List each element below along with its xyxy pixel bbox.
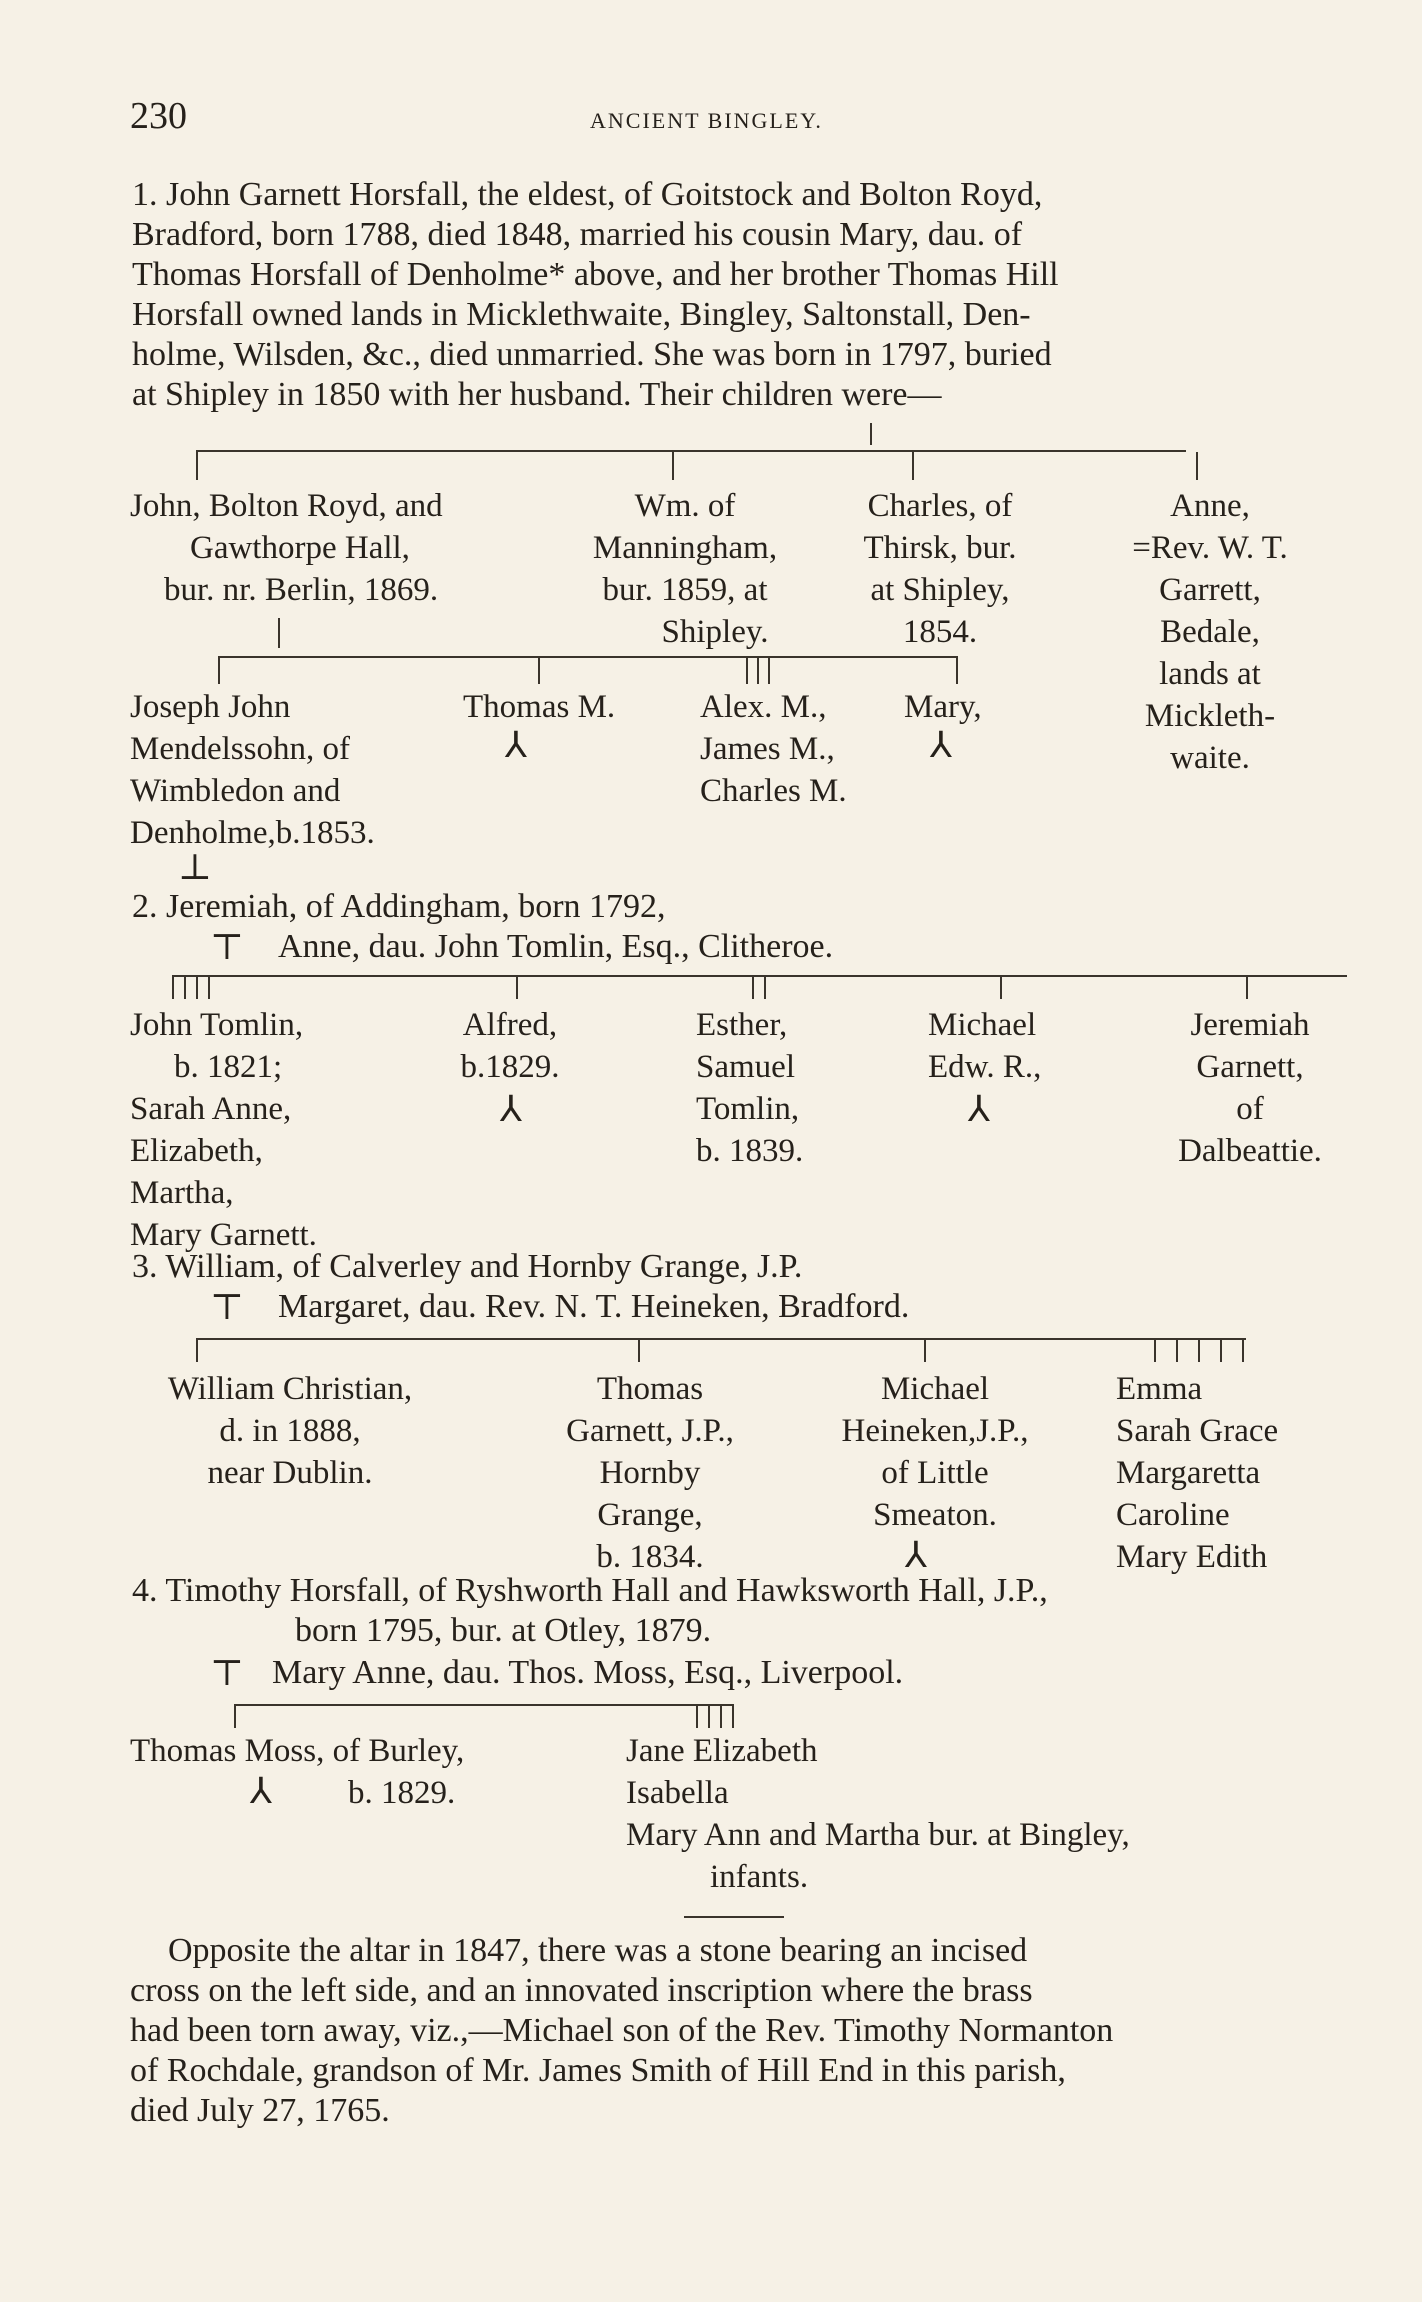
grandchild-mary: Mary, [904,689,982,725]
text-line: 1854. [902,614,978,650]
text-line: Manningham, [592,530,778,566]
dsp-symbol: ⅄ [250,1771,272,1811]
text-line: Alex. M., [700,689,827,725]
text-line: Emma [1116,1371,1203,1407]
child-wm [555,485,815,653]
text-line: Garnett, J.P., [566,1413,734,1449]
tree-line [218,656,958,658]
text-line: 3. William, of Calverley and Hornby Grange, J.P. [132,1248,803,1285]
text-line: cross on the left side, and an innovated inscription where the brass [130,1972,1033,2009]
dsp-symbol: ⅄ [968,1089,990,1129]
tree-line [752,977,754,999]
tree-line [732,1706,734,1728]
tree-line [196,1340,198,1362]
text-line: b. 1834. [596,1539,704,1575]
text-line: b. 1839. [696,1133,804,1169]
text-line: Bedale, [1160,614,1260,650]
text-line: James M., [700,731,835,767]
tree-line [516,977,518,999]
tree-line [196,450,1186,452]
child-thomas-moss [130,1730,464,1814]
tree-line [956,658,958,684]
child-alfred [430,1004,590,1088]
text-line: Mary Edith [1116,1539,1268,1575]
grandchild-alex [700,686,847,812]
text-line: 4. Timothy Horsfall, of Ryshworth Hall and Hawksworth Hall, J.P., [132,1572,1048,1609]
child-thomas [530,1368,770,1578]
text-line: Charles M. [700,773,847,809]
tree-line [1176,1340,1178,1362]
tree-line [768,658,770,684]
text-line: Tomlin, [696,1091,800,1127]
tree-line [757,658,759,684]
text-line: Samuel [696,1049,795,1085]
child-michael [928,1004,1041,1088]
text-line: Garnett, [1196,1049,1304,1085]
page-number: 230 [130,95,187,137]
text-line: Horsfall owned lands in Micklethwaite, Bingley, Saltonstall, Den- [132,296,1031,333]
tree-line [912,452,914,480]
text-line: Thirsk, bur. [863,530,1017,566]
tree-line [172,977,174,999]
tree-line [708,1706,710,1728]
married-symbol: ⊤ [210,1653,244,1693]
running-title: ANCIENT BINGLEY. [590,108,823,133]
dsp-symbol: ⅄ [505,725,527,765]
text-line: Hornby [599,1455,701,1491]
tree-line [746,658,748,684]
tree-line [1198,1340,1200,1362]
text-line: Jeremiah [1190,1007,1310,1043]
grandchild-thomas: Thomas M. [463,689,616,725]
tree-line [720,1706,722,1728]
text-line: Wimbledon and [130,773,341,809]
child-john-tomlin [130,1004,317,1256]
text-line: Alfred, [462,1007,558,1043]
text-line: Mendelssohn, of [130,731,350,767]
text-line: of [1236,1091,1264,1127]
text-line: Thomas Horsfall of Denholme* above, and her brother Thomas Hill [132,256,1059,293]
text-line: William Christian, [167,1371,413,1407]
tree-line [1000,977,1002,999]
text-line: John Tomlin, [130,1007,304,1043]
issue-symbol: ⊥ [178,847,212,887]
text-line: Gawthorpe Hall, [190,530,410,566]
text-line: had been torn away, viz.,—Michael son of the Rev. Timothy Normanton [130,2012,1114,2049]
text-line: 1. John Garnett Horsfall, the eldest, of Goitstock and Bolton Royd, [132,176,1043,213]
text-line: Martha, [130,1175,234,1211]
text-line: Sarah Grace [1116,1413,1279,1449]
text-line: b. 1829. [348,1775,456,1811]
text-line: Heineken,J.P., [841,1413,1029,1449]
tree-line [1154,1340,1156,1362]
text-line: Opposite the altar in 1847, there was a stone bearing an incised [168,1932,1028,1969]
child-john [130,485,443,611]
child-william-christian [120,1368,460,1494]
text-line: Mary Ann and Martha bur. at Bingley, [626,1817,1130,1853]
text-line: Margaret, dau. Rev. N. T. Heineken, Bradford. [278,1288,910,1325]
tree-line [1242,1340,1244,1362]
child-esther [696,1004,803,1172]
text-line: Edw. R., [928,1049,1042,1085]
daughters-list [1116,1368,1278,1578]
tree-line [1196,452,1198,480]
married-symbol: ⊤ [210,1287,244,1327]
tree-line [234,1704,734,1706]
dsp-symbol: ⅄ [905,1535,927,1575]
text-line: bur. 1859, at [602,572,768,608]
text-line: Michael [880,1371,990,1407]
text-line: Shipley. [661,614,769,650]
tree-line [696,1706,698,1728]
child-anne [1110,485,1310,779]
tree-line [196,1338,1246,1340]
text-line: Sarah Anne, [130,1091,292,1127]
text-line: John, Bolton Royd, and [130,488,443,524]
tree-line [184,977,186,999]
text-line: waite. [1170,740,1250,776]
text-line: Michael [928,1007,1037,1043]
text-line: Dalbeattie. [1178,1133,1322,1169]
text-line: Isabella [626,1775,729,1811]
text-line: Mary Anne, dau. Thos. Moss, Esq., Liverpool. [272,1654,904,1691]
text-line: born 1795, bur. at Otley, 1879. [295,1612,712,1649]
text-line: d. in 1888, [219,1413,361,1449]
text-line: Anne, [1170,488,1250,524]
text-line: 2. Jeremiah, of Addingham, born 1792, [132,888,666,925]
children-jane-isabella [626,1730,1130,1898]
text-line: Anne, dau. John Tomlin, Esq., Clitheroe. [278,928,834,965]
text-line: Mary Garnett. [130,1217,317,1253]
text-line: Margaretta [1116,1455,1261,1491]
child-jeremiah [1150,1004,1350,1172]
tree-line [870,423,872,445]
text-line: lands at [1159,656,1261,692]
text-line: of Little [881,1455,989,1491]
text-line: Bradford, born 1788, died 1848, married his cousin Mary, dau. of [132,216,1023,253]
text-line: Joseph John [130,689,291,725]
child-charles [830,485,1050,653]
text-line: holme, Wilsden, &c., died unmarried. She was born in 1797, buried [132,336,1052,373]
tree-line [1246,977,1248,999]
tree-line [1220,1340,1222,1362]
text-line: of Rochdale, grandson of Mr. James Smith of Hill End in this parish, [130,2052,1066,2089]
tree-line [196,452,198,480]
dsp-symbol: ⅄ [500,1089,522,1129]
married-symbol: ⊤ [210,927,244,967]
text-line: Esther, [696,1007,788,1043]
text-line: Thomas Moss, of Burley, [130,1733,465,1769]
section-rule [684,1916,784,1918]
text-line: bur. nr. Berlin, 1869. [164,572,439,608]
text-line: Garrett, [1159,572,1261,608]
tree-line [924,1340,926,1362]
child-michael-heineken [800,1368,1070,1536]
text-line: infants. [710,1859,809,1895]
text-line: Caroline [1116,1497,1230,1533]
dsp-symbol: ⅄ [930,725,952,765]
text-line: Elizabeth, [130,1133,263,1169]
tree-line [638,1340,640,1362]
text-line: Mickleth- [1144,698,1276,734]
text-line: Jane Elizabeth [626,1733,818,1769]
text-line: Smeaton. [873,1497,997,1533]
tree-line [538,658,540,684]
text-line: Denholme,b.1853. [130,815,375,851]
tree-line [196,977,198,999]
tree-line [278,618,280,648]
tree-line [208,977,210,999]
tree-line [218,658,220,684]
tree-line [172,975,1347,977]
tree-line [672,452,674,480]
text-line: Charles, of [867,488,1013,524]
text-line: died July 27, 1765. [130,2092,390,2129]
tree-line [234,1706,236,1728]
grandchild-joseph [130,686,375,854]
text-line: at Shipley, [870,572,1010,608]
text-line: Wm. of [634,488,736,524]
tree-line [764,977,766,999]
text-line: Grange, [597,1497,703,1533]
text-line: b.1829. [460,1049,560,1085]
text-line: at Shipley in 1850 with her husband. Their children were— [132,376,942,413]
text-line: Thomas [596,1371,704,1407]
text-line: near Dublin. [207,1455,373,1491]
text-line: =Rev. W. T. [1132,530,1288,566]
text-line: b. 1821; [174,1049,283,1085]
